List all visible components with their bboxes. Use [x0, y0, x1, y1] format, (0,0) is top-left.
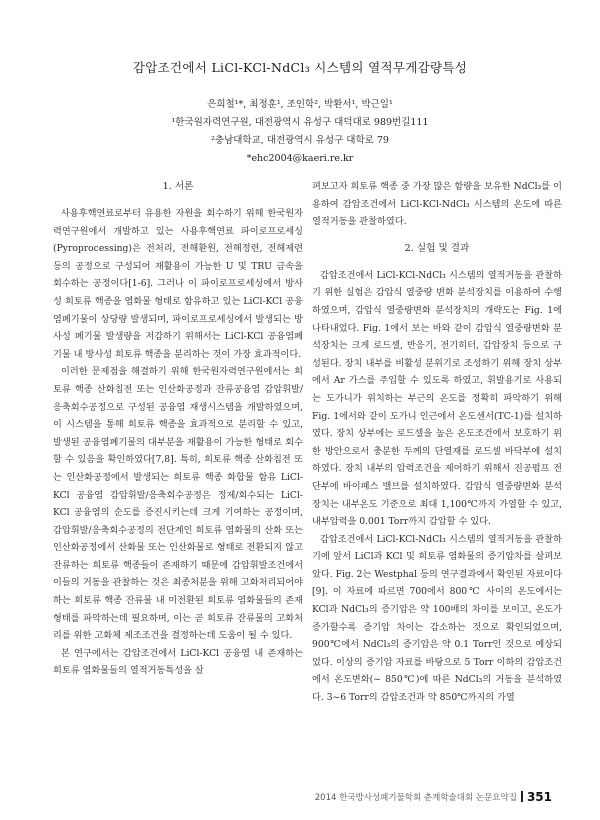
author-email: *ehc2004@kaeri.re.kr — [246, 153, 354, 164]
page-number: 351 — [526, 790, 552, 804]
intro-paragraph-continued: 펴보고자 희토류 핵종 중 가장 많은 함량을 보유한 NdCl₃를 이용하여 감압조건에서 LiCl-KCl-NdCl₃ 시스템의 온도에 따른 열적거동을 관찰하였다. — [312, 181, 562, 228]
author-names: 은희철¹*, 최정훈¹, 조인학², 박환서¹, 박근일¹ — [207, 99, 393, 110]
section-heading-experiment: 2. 실험 및 결과 — [404, 242, 470, 254]
page-footer — [315, 790, 552, 804]
intro-paragraph-2: 이러한 문제점을 해결하기 위해 한국원자력연구원에서는 희토류 핵종 산화침전 또는 인산화공정과 잔류공융염 감압휘발/응축회수공정으로 구성된 공융염 재생시스템을 개발하였으며, 이 시스템을 통해 희토류 핵종을 효과적으로 분리할 수 있고, 발생된 공융염폐기물의 대부분을 재활용이 가능한 형태로 회수할 수 있음을 확인하였다[7,8]. 특히, 희토류 핵종 산화침전 또는 인산화공정에서 발생되는 희토류 핵종 화합물 함유 LiCl-KCl 공융염 감압휘발/응축회수공정은 정제/회수되는 LiCl-KCl 공융염의 순도를 증진시키는데 크게 기여하는 공정이며, 감압휘발/응축회수공정의 전단계인 희토류 염화물의 산화 또는 인산화공정에서 산화물 또는 인산화물로 형태로 전환되지 않고 잔류하는 희토류 핵종들이 존재하기 때문에 감압휘발조건에서 이들의 거동을 관찰하는 것은 최종처분을 위해 고화처리되어야 하는 희토류 핵종 잔류물 내 미전환된 희토류 염화물들의 존재형태를 파악하는데 필요하며, 이는 곧 희토류 잔류물의 고화처리를 위한 고화체 제조조건을 결정하는데 도움이 될 수 있다. — [53, 366, 303, 642]
intro-paragraph-3: 본 연구에서는 감압조건에서 LiCl-KCl 공융염 내 존재하는 희토류 염화물들의 열적거동특성을 살 — [53, 647, 303, 677]
affiliation-1: ¹한국원자력연구원, 대전광역시 유성구 대덕대로 989번길111 — [171, 117, 429, 128]
affiliation-2: ²충남대학교, 대전광역시 유성구 대학로 79 — [211, 135, 389, 146]
paper-title: 감압조건에서 LiCl-KCl-NdCl₃ 시스템의 열적무게감량특성 — [132, 60, 468, 75]
experiment-paragraph-1: 감압조건에서 LiCl-KCl-NdCl₃ 시스템의 열적거동을 관찰하기 위한 실험은 감압식 열중량 변화 분석장치를 이용하여 수행하였으며, 감압식 열중량변화 분석장치의 개략도는 Fig. 1에 나타내었다. Fig. 1에서 보는 바와 같이 감압식 열중량변화 분석장치는 크게 로드셀, 반응기, 전기히터, 감압장치 등으로 구성된다. 장치 내부를 비활성 분위기로 조성하기 위해 장치 상부에서 Ar 가스를 주입할 수 있도록 하였고, 휘발용기로 사용되는 도가니가 위치하는 부근의 온도를 정확히 파악하기 위해 Fig. 1에서와 같이 도가니 인근에서 온도센서(TC-1)를 설치하였다. 장치 상부에는 로드셀을 높은 온도조건에서 보호하기 위한 방안으로서 충분한 두께의 단열재를 로드셀 바닥부에 설치하였다. 장치 내부의 압력조건을 제어하기 위해서 진공펌프 전단부에 바이패스 밸브를 설치하였다. 감압식 열중량변화 분석장치는 내부온도 기준으로 최대 1,100℃까지 가열할 수 있고, 내부압력을 0.001 Torr까지 감압할 수 있다. — [312, 269, 562, 528]
footer-separator — [521, 791, 523, 802]
experiment-paragraph-2: 감압조건에서 LiCl-KCl-NdCl₃ 시스템의 열적거동을 관찰하기에 앞서 LiCl과 KCl 및 희토류 염화물의 증기압차를 살펴보았다. Fig. 2는 Westphal 등의 연구결과에서 확인된 자료이다[9]. 이 자료에 따르면 700에서 800℃ 사이의 온도에서는 KCl과 NdCl₃의 증기압은 약 100배의 차이를 보이고, 온도가 증가할수록 증기압 차이는 감소하는 것으로 확인되었으며, 900℃에서 NdCl₃의 증기압은 약 0.1 Torr인 것으로 예상되었다. 이상의 증기압 자료를 바탕으로 5 Torr 이하의 감압조건에서 온도변화(~ 850℃)에 따른 NdCl₃의 거동을 분석하였다. 3~6 Torr의 감압조건과 약 850℃까지의 가열 — [312, 533, 562, 704]
author-block — [0, 96, 600, 168]
right-column — [312, 178, 562, 707]
left-column — [53, 178, 303, 680]
intro-paragraph-1: 사용후핵연료로부터 유용한 자원을 회수하기 위해 한국원자력연구원에서 개발하고 있는 사용후핵연료 파이로프로세싱(Pyroprocessing)은 전처리, 전해환원, 전해정련, 전해제련 등의 공정으로 구성되어 재활용이 가능한 U 및 TRU 금속을 회수하는 공정이다[1-6]. 그러나 이 파이로프로세싱에서 방사성 희토류 핵종을 염화물 형태로 함유하고 있는 LiCl-KCl 공융염폐기물이 상당량 발생되며, 파이로프로세싱에서 발생되는 방사성 폐기물 발생량을 저감하기 위해서는 LiCl-KCl 공융염폐기물 내 방사성 희토류 핵종을 분리하는 것이 가장 효과적이다. — [53, 208, 303, 360]
section-heading-introduction: 1. 서론 — [162, 181, 194, 192]
footer-proceedings-title: 2014 한국방사성폐기물학회 춘계학술대회 논문요약집 — [314, 793, 517, 803]
